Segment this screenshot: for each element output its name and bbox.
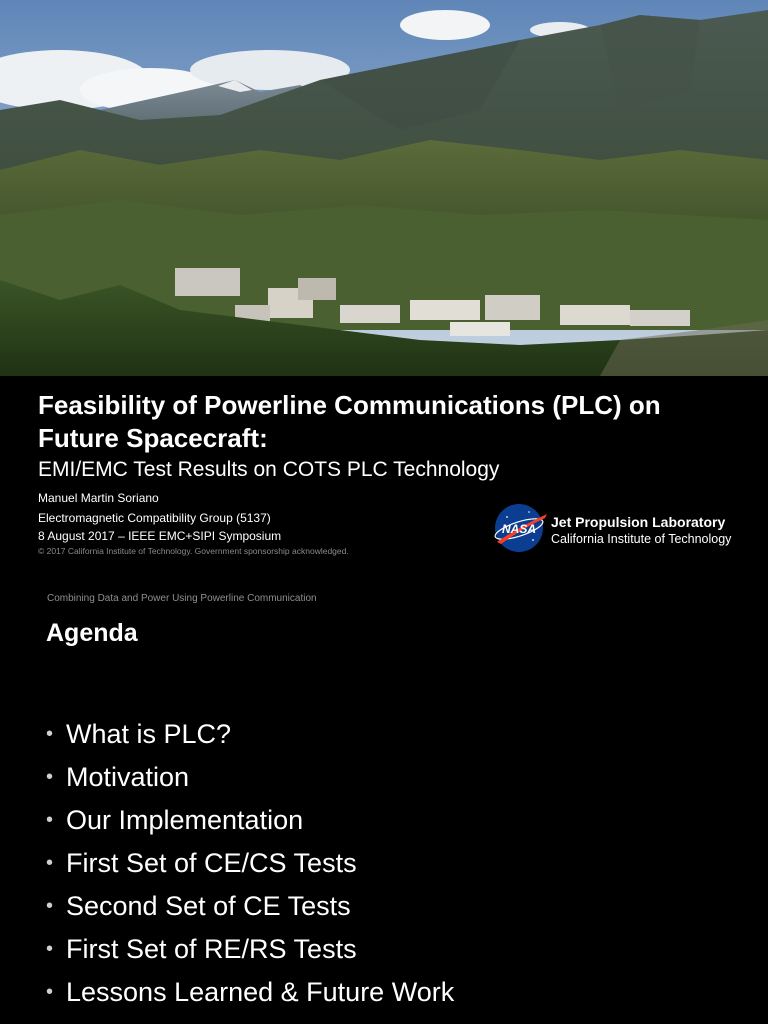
agenda-item [46, 971, 454, 1014]
jpl-branding [493, 502, 753, 556]
presentation-title: Feasibility of Powerline Communications (PLC) on Future Spacecraft: [38, 390, 661, 453]
copyright-notice: © 2017 California Institute of Technology. Government sponsorship acknowledged. [38, 546, 349, 556]
agenda-item [46, 885, 454, 928]
slide-header-note: Combining Data and Power Using Powerline Communication [47, 593, 317, 604]
bullet-icon: • [46, 981, 54, 1003]
bullet-icon: • [46, 766, 54, 788]
bullet-icon: • [46, 809, 54, 831]
agenda-item-label: Lessons Learned & Future Work [66, 977, 455, 1007]
agenda-title: Agenda [46, 619, 138, 647]
event-info: 8 August 2017 – IEEE EMC+SIPI Symposium [38, 529, 282, 543]
org-name: Jet Propulsion Laboratory [551, 514, 726, 530]
bullet-icon: • [46, 895, 54, 917]
agenda-item-label: Second Set of CE Tests [66, 891, 351, 921]
agenda-item-label: What is PLC? [66, 719, 232, 749]
bullet-icon: • [46, 938, 54, 960]
author-name: Manuel Martin Soriano [38, 491, 159, 505]
bullet-icon: • [46, 852, 54, 874]
agenda-item [46, 928, 454, 971]
agenda-item [46, 713, 454, 756]
agenda-item-label: Motivation [66, 762, 190, 792]
nasa-logo-text: NASA [501, 522, 537, 536]
agenda-item [46, 842, 454, 885]
mountain-campus-photo-icon [0, 0, 768, 376]
agenda-slide [0, 582, 768, 1024]
org-subtitle: California Institute of Technology [551, 532, 732, 546]
presentation-subtitle: EMI/EMC Test Results on COTS PLC Technology [38, 458, 500, 481]
agenda-item-label: First Set of RE/RS Tests [66, 934, 357, 964]
agenda-item [46, 756, 454, 799]
agenda-list [46, 713, 454, 1014]
nasa-meatball-icon [493, 502, 549, 554]
agenda-item-label: Our Implementation [66, 805, 304, 835]
title-slide [0, 376, 768, 582]
agenda-item-label: First Set of CE/CS Tests [66, 848, 357, 878]
bullet-icon: • [46, 723, 54, 745]
agenda-item [46, 799, 454, 842]
hero-photo [0, 0, 768, 376]
group-name: Electromagnetic Compatibility Group (5137) [38, 511, 271, 525]
